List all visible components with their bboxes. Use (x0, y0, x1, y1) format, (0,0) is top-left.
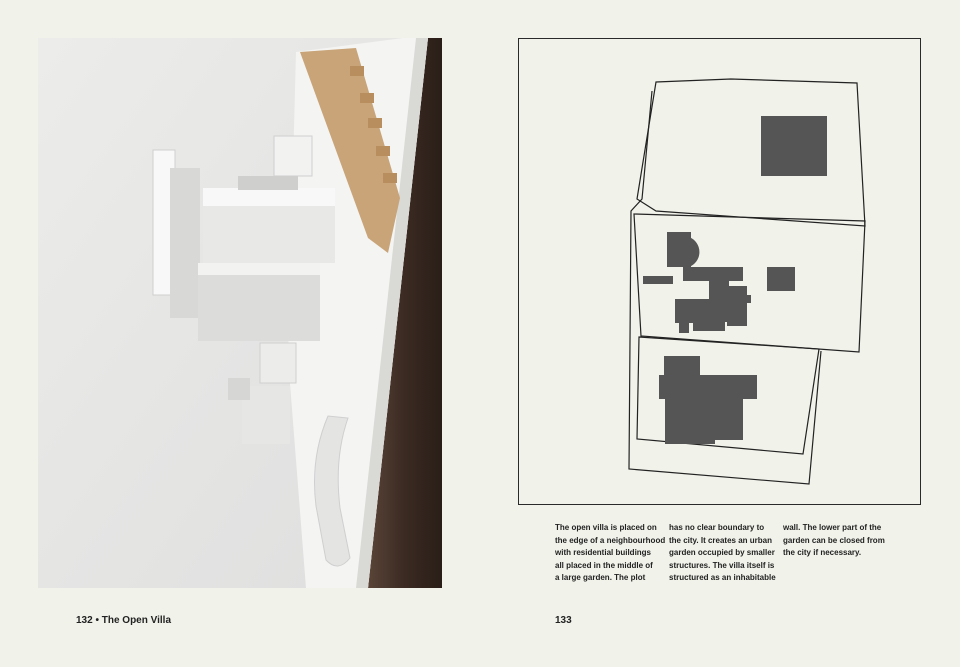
site-plan-frame (518, 38, 921, 505)
caption-column-3: wall. The lower part of the garden can be closed from the city if necessary. (783, 523, 885, 557)
model-photograph (38, 38, 442, 588)
right-page-folio: 133 (555, 615, 572, 626)
site-plan-drawing (519, 39, 920, 504)
caption-column-1: The open villa is placed on the edge of a neighbourhood with residential buildings all placed in the middle of a large garden. The plot (555, 523, 666, 582)
left-page-folio: 132 • The Open Villa (76, 615, 172, 626)
caption-column-2: has no clear boundary to the city. It creates an urban garden occupied by smaller structures. The villa itself is structured as an inhabitable (669, 523, 776, 582)
